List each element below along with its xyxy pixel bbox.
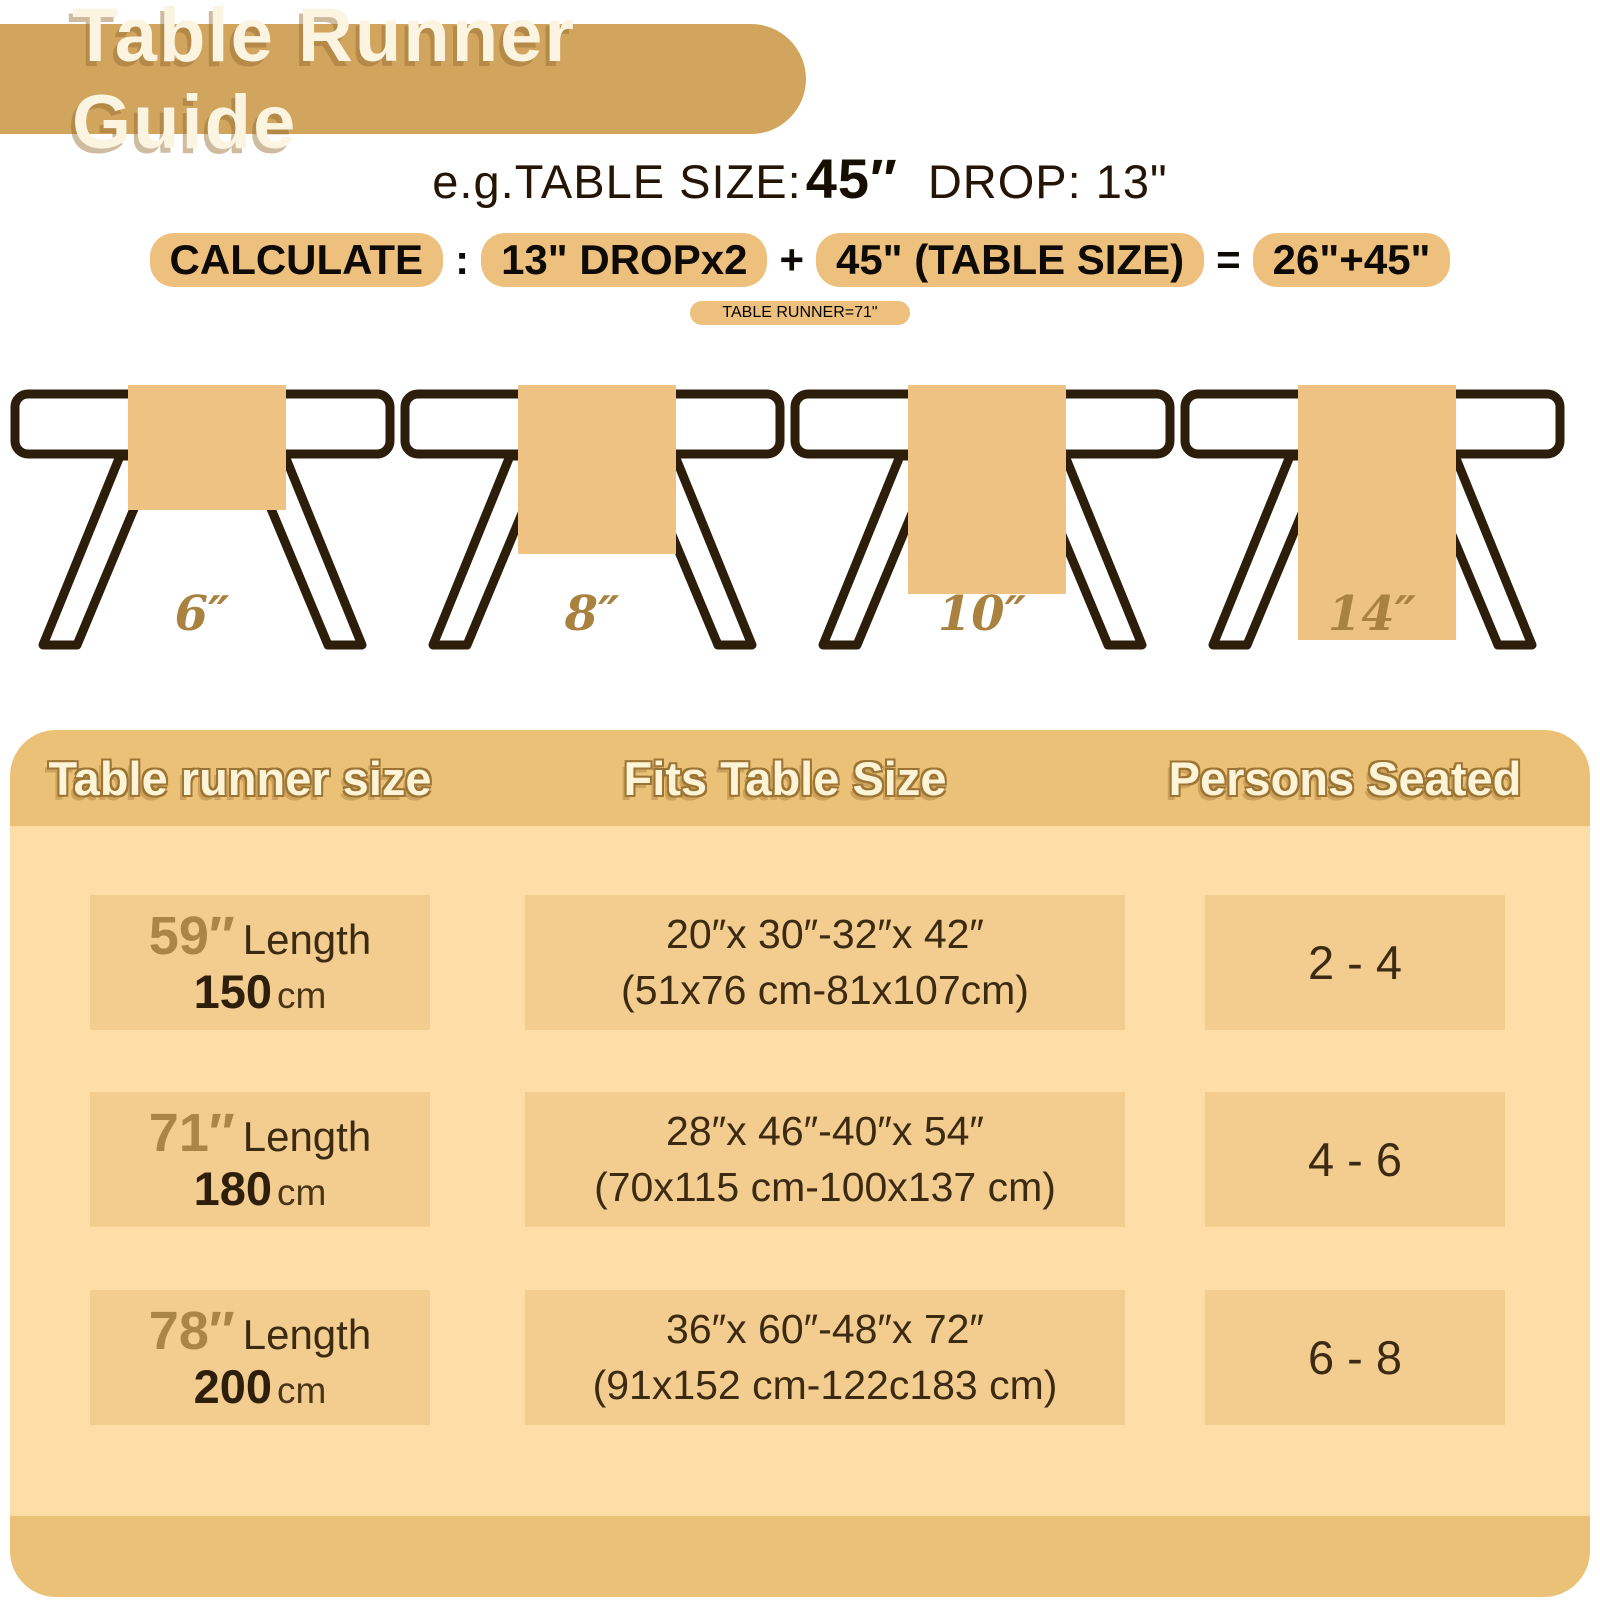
fits-size-inches: 28″x 46″-40″x 54″	[666, 1108, 984, 1155]
runner-length-cm: 180	[193, 1162, 273, 1216]
size-chart-panel	[10, 730, 1590, 1597]
calc-operator-colon: :	[455, 236, 470, 283]
example-prefix: e.g.TABLE SIZE:	[432, 155, 802, 208]
example-drop: DROP: 13"	[927, 155, 1168, 208]
drop-label: 6″	[174, 586, 230, 642]
drop-label: 10″	[937, 586, 1027, 642]
table-row	[10, 1290, 1590, 1425]
runner-drop-rect	[908, 385, 1066, 594]
cm-unit: cm	[277, 1172, 327, 1214]
persons-seated-value: 4 - 6	[1307, 1133, 1403, 1186]
fits-size-inches: 20″x 30″-32″x 42″	[666, 911, 984, 958]
length-word: Length	[242, 915, 372, 963]
size-chart-rows	[10, 730, 1590, 1597]
cell-fits-size	[525, 1290, 1125, 1425]
table-row	[10, 1092, 1590, 1227]
cell-runner-size	[90, 895, 430, 1030]
runner-drop-rect	[128, 385, 286, 510]
fits-size-cm: (91x152 cm-122c183 cm)	[592, 1361, 1058, 1408]
drop-label: 8″	[564, 586, 620, 642]
result-pill: TABLE RUNNER=71"	[690, 301, 909, 325]
runner-length-inches: 59″	[148, 905, 235, 966]
column-header-fits-size: Fits Table Size	[623, 751, 947, 805]
persons-seated-value: 6 - 8	[1307, 1331, 1403, 1384]
table-diagram-10in	[795, 385, 1170, 645]
example-table-size: 45″	[805, 147, 898, 210]
drop-diagrams	[0, 372, 1600, 672]
cell-persons	[1205, 1092, 1505, 1227]
runner-length-cm: 150	[193, 965, 273, 1019]
cell-persons	[1205, 895, 1505, 1030]
cm-unit: cm	[277, 1370, 327, 1412]
runner-length-inches: 78″	[148, 1300, 235, 1361]
calc-pill-table-size: 45" (TABLE SIZE)	[816, 233, 1204, 287]
calc-pill-drop: 13" DROPx2	[481, 233, 767, 287]
cell-persons	[1205, 1290, 1505, 1425]
cell-runner-size	[90, 1290, 430, 1425]
column-header-persons: Persons Seated	[1168, 751, 1522, 805]
table-diagram-8in	[405, 385, 780, 645]
calc-pill-sum: 26"+45"	[1253, 233, 1451, 287]
calc-operator-plus: +	[779, 236, 804, 283]
calc-pill-calculate: CALCULATE	[150, 233, 444, 287]
fits-size-cm: (70x115 cm-100x137 cm)	[594, 1163, 1056, 1210]
table-diagram-6in	[15, 385, 390, 645]
length-word: Length	[242, 1112, 372, 1160]
cell-runner-size	[90, 1092, 430, 1227]
calc-operator-equals: =	[1216, 236, 1241, 283]
cell-fits-size	[525, 895, 1125, 1030]
table-row	[10, 895, 1590, 1030]
cm-unit: cm	[277, 975, 327, 1017]
title-banner	[0, 0, 806, 165]
runner-drop-rect	[518, 385, 676, 554]
drop-label: 14″	[1327, 586, 1417, 642]
length-word: Length	[242, 1310, 372, 1358]
calculation-result-line	[0, 301, 1600, 325]
runner-length-cm: 200	[193, 1360, 273, 1414]
page-title: Table Runner Guide	[72, 0, 576, 165]
persons-seated-value: 2 - 4	[1307, 936, 1403, 989]
example-line	[0, 146, 1600, 211]
fits-size-cm: (51x76 cm-81x107cm)	[621, 966, 1029, 1013]
runner-length-inches: 71″	[148, 1102, 235, 1163]
column-header-runner-size: Table runner size	[48, 751, 432, 805]
fits-size-inches: 36″x 60″-48″x 72″	[666, 1306, 984, 1353]
cell-fits-size	[525, 1092, 1125, 1227]
table-diagram-14in	[1185, 385, 1560, 645]
calculation-line	[0, 233, 1600, 287]
